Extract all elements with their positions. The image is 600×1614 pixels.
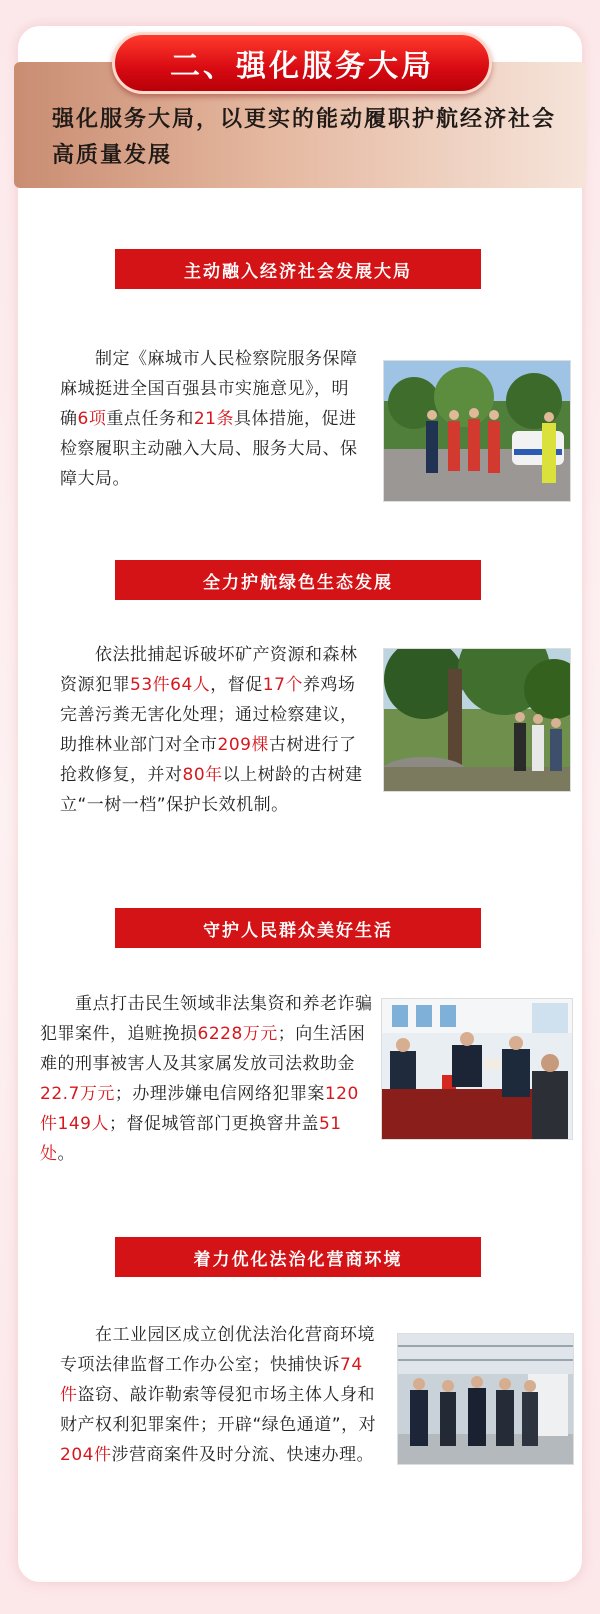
section-heading-3: 守护人民群众美好生活 (115, 908, 481, 948)
section-heading-1: 主动融入经济社会发展大局 (115, 249, 481, 289)
intro-lead: 强化服务大局，以更实的能动履职护航经济社会高质量发展 (52, 107, 557, 168)
section-heading-4: 着力优化法治化营商环境 (115, 1237, 481, 1277)
section-text-3: 重点打击民生领域非法集资和养老诈骗犯罪案件，追赃挽损6228万元；向生活困难的刑事被害人及其家属发放司法救助金22.7万元；办理涉嫌电信网络犯罪案120件149人；督促城管部门更换窨井盖51处。 (40, 994, 373, 1164)
photo-roadside-visit (383, 360, 571, 502)
section-heading-2: 全力护航绿色生态发展 (115, 560, 481, 600)
page-title: 二、强化服务大局 (112, 32, 492, 94)
section-text-1: 制定《麻城市人民检察院服务保障麻城挺进全国百强县市实施意见》，明确6项重点任务和21条具体措施，促进检察履职主动融入大局、服务大局、保障大局。 (60, 349, 358, 489)
section-text-4: 在工业园区成立创优法治化营商环境专项法律监督工作办公室；快捕快诉74件盗窃、敲诈勒索等侵犯市场主体人身和财产权利犯罪案件；开辟“绿色通道”，对204件涉营商案件及时分流、快速办理。 (60, 1325, 377, 1465)
section-text-2: 依法批捕起诉破坏矿产资源和森林资源犯罪53件64人，督促17个养鸡场完善污粪无害化处理；通过检察建议，助推林业部门对全市209棵古树进行了抢救修复，并对80年以上树龄的古树建立“一树一档”保护长效机制。 (60, 645, 363, 815)
photo-ancient-tree (383, 648, 571, 792)
photo-industrial-park (397, 1333, 574, 1465)
photo-aid-handover (381, 998, 573, 1140)
